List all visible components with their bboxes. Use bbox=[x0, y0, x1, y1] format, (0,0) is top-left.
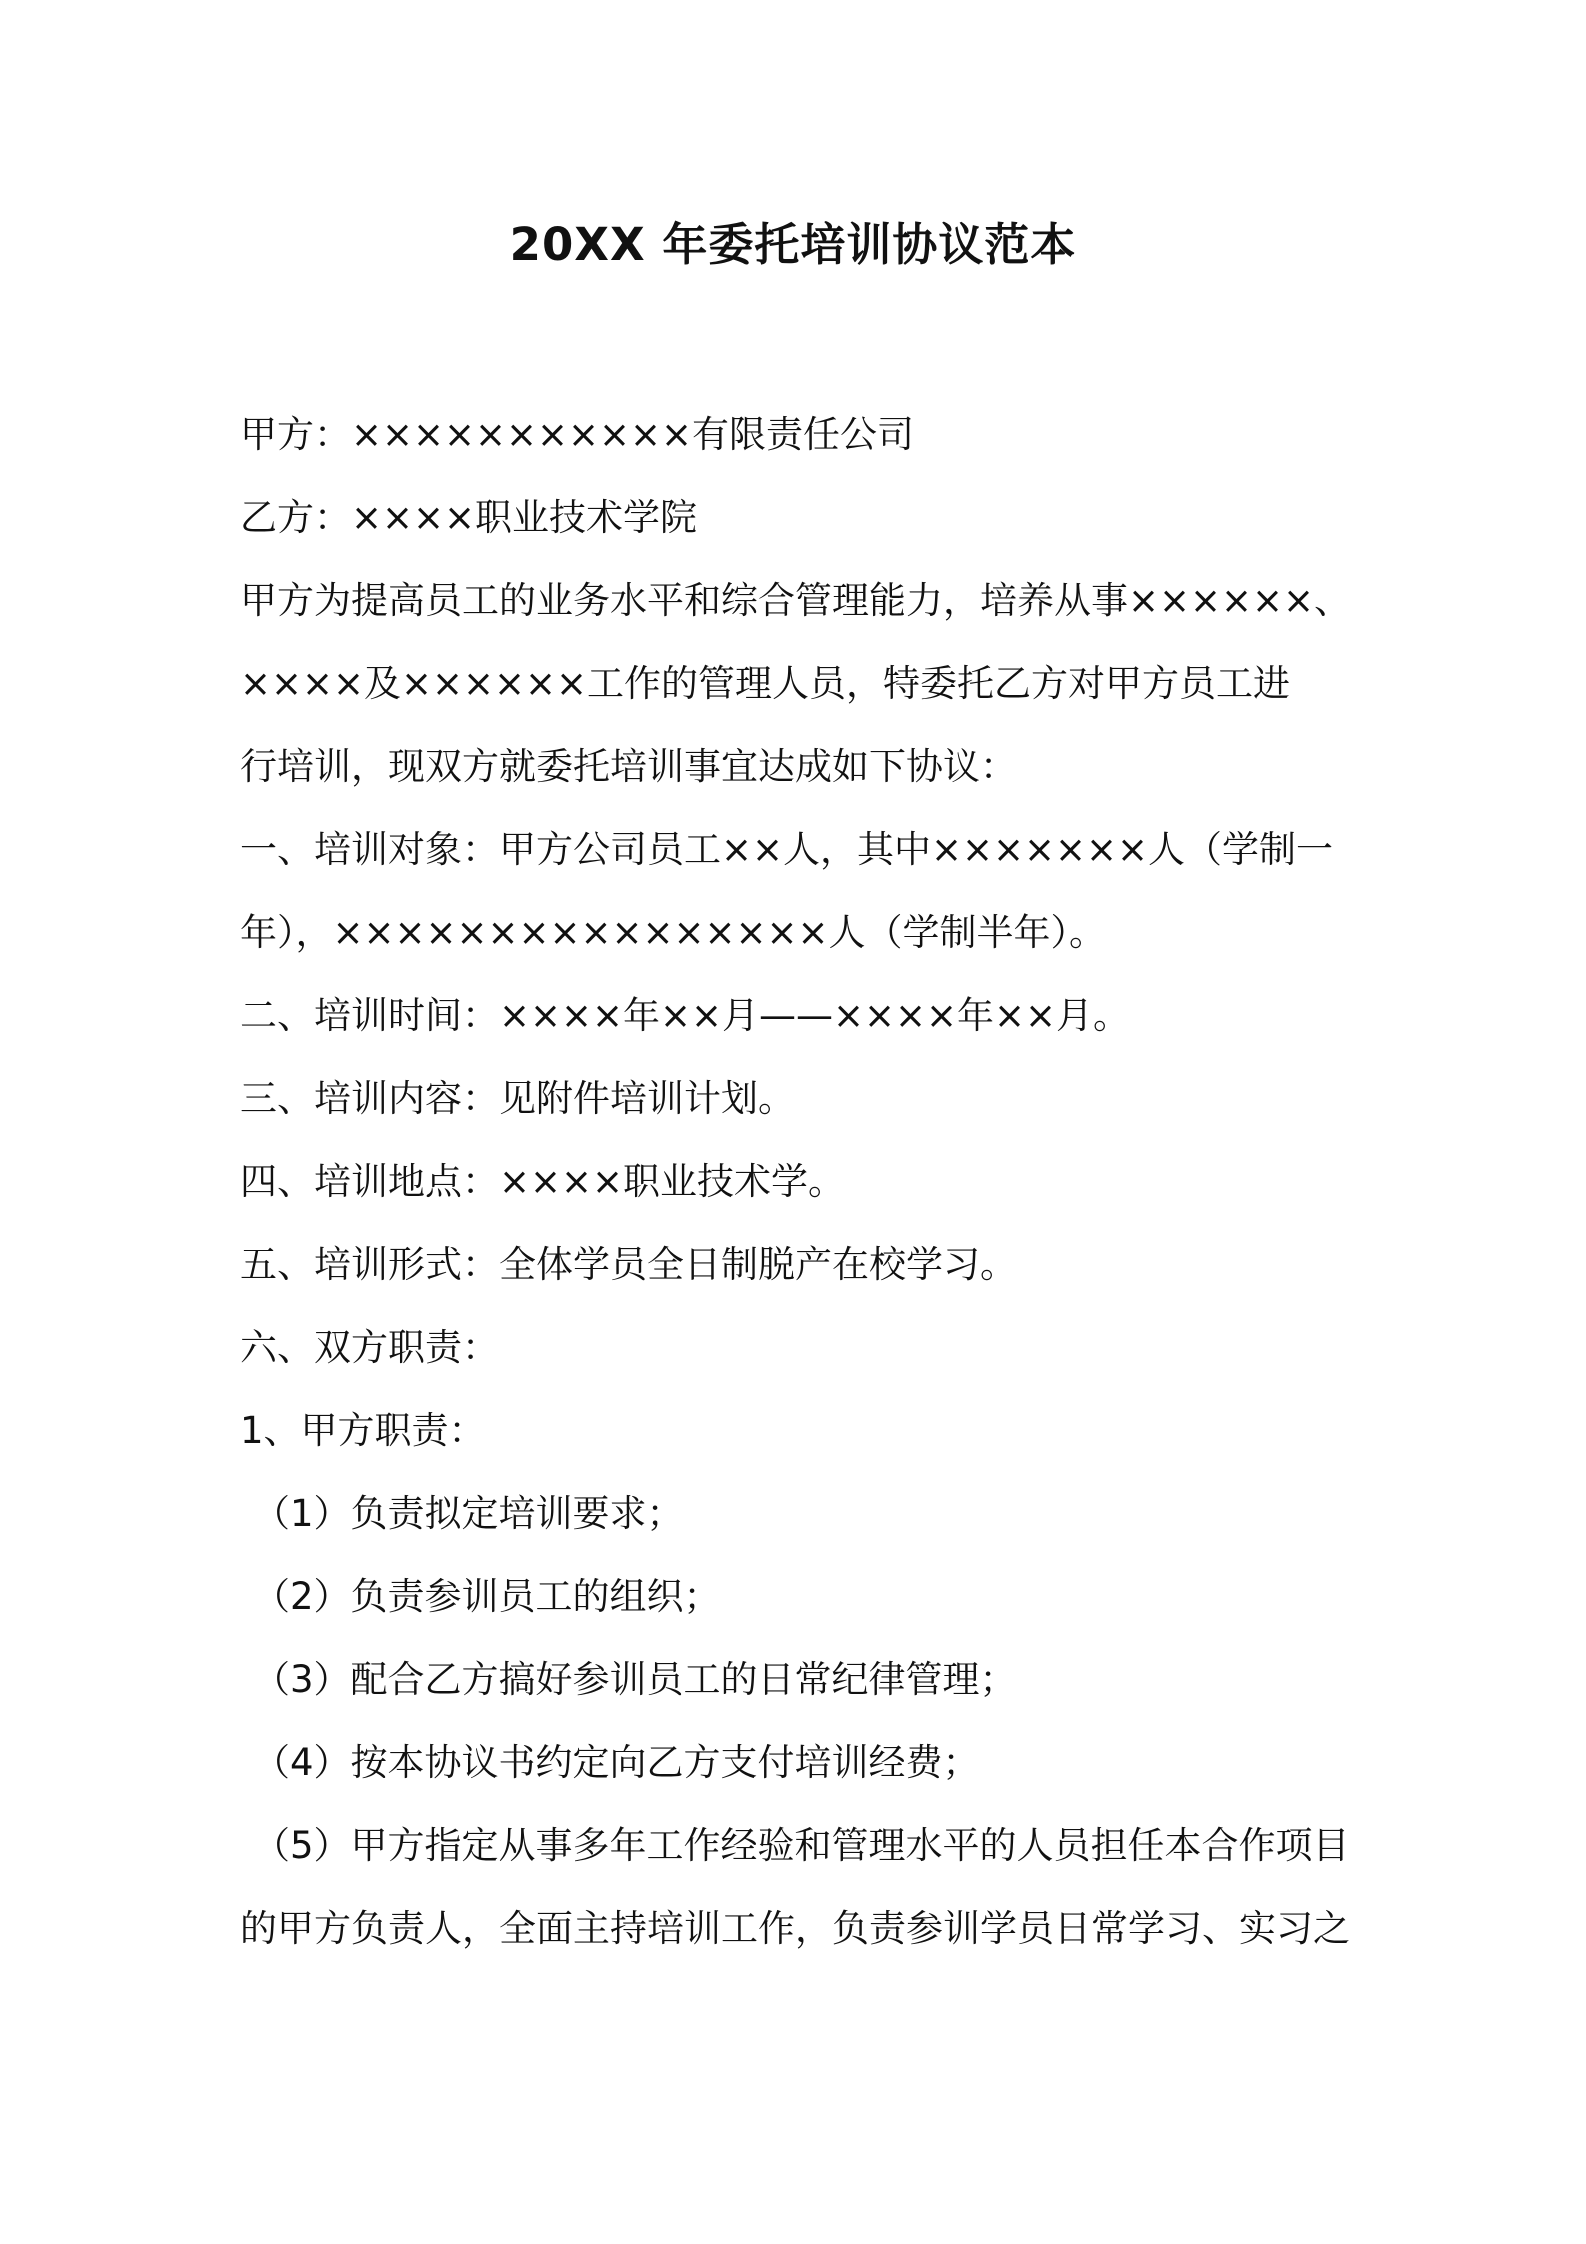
party-a-duty-5: （5）甲方指定从事多年工作经验和管理水平的人员担任本合作项目 bbox=[253, 1824, 1350, 1867]
party-a-duty-3: （3）配合乙方搞好参训员工的日常纪律管理； bbox=[253, 1658, 1017, 1701]
clause-1-line-1: 一、培训对象：甲方公司员工××人，其中×××××××人（学制一 bbox=[240, 828, 1334, 871]
document-title: 20XX 年委托培训协议范本 bbox=[509, 218, 1077, 271]
party-a-duty-4: （4）按本协议书约定向乙方支付培训经费； bbox=[253, 1741, 980, 1784]
clause-4: 四、培训地点：××××职业技术学。 bbox=[240, 1160, 846, 1203]
party-b-line: 乙方：××××职业技术学院 bbox=[240, 496, 698, 539]
clause-5: 五、培训形式：全体学员全日制脱产在校学习。 bbox=[240, 1243, 1017, 1286]
clause-1-line-2: 年），××××××××××××××××人（学制半年）。 bbox=[240, 911, 1107, 954]
party-a-line: 甲方：×××××××××××有限责任公司 bbox=[240, 413, 915, 456]
clause-6: 六、双方职责： bbox=[240, 1326, 499, 1369]
party-a-duties-heading: 1、甲方职责： bbox=[240, 1409, 486, 1452]
intro-line-2: ××××及××××××工作的管理人员，特委托乙方对甲方员工进 bbox=[240, 662, 1291, 705]
clause-2: 二、培训时间：××××年××月——××××年××月。 bbox=[240, 994, 1131, 1037]
party-a-duty-1: （1）负责拟定培训要求； bbox=[253, 1492, 684, 1535]
clause-3: 三、培训内容：见附件培训计划。 bbox=[240, 1077, 795, 1120]
party-a-duty-2: （2）负责参训员工的组织； bbox=[253, 1575, 721, 1618]
party-a-duty-5-continued: 的甲方负责人，全面主持培训工作，负责参训学员日常学习、实习之 bbox=[240, 1907, 1350, 1950]
intro-line-3: 行培训，现双方就委托培训事宜达成如下协议： bbox=[240, 745, 1017, 788]
intro-line-1: 甲方为提高员工的业务水平和综合管理能力，培养从事××××××、 bbox=[240, 579, 1352, 622]
